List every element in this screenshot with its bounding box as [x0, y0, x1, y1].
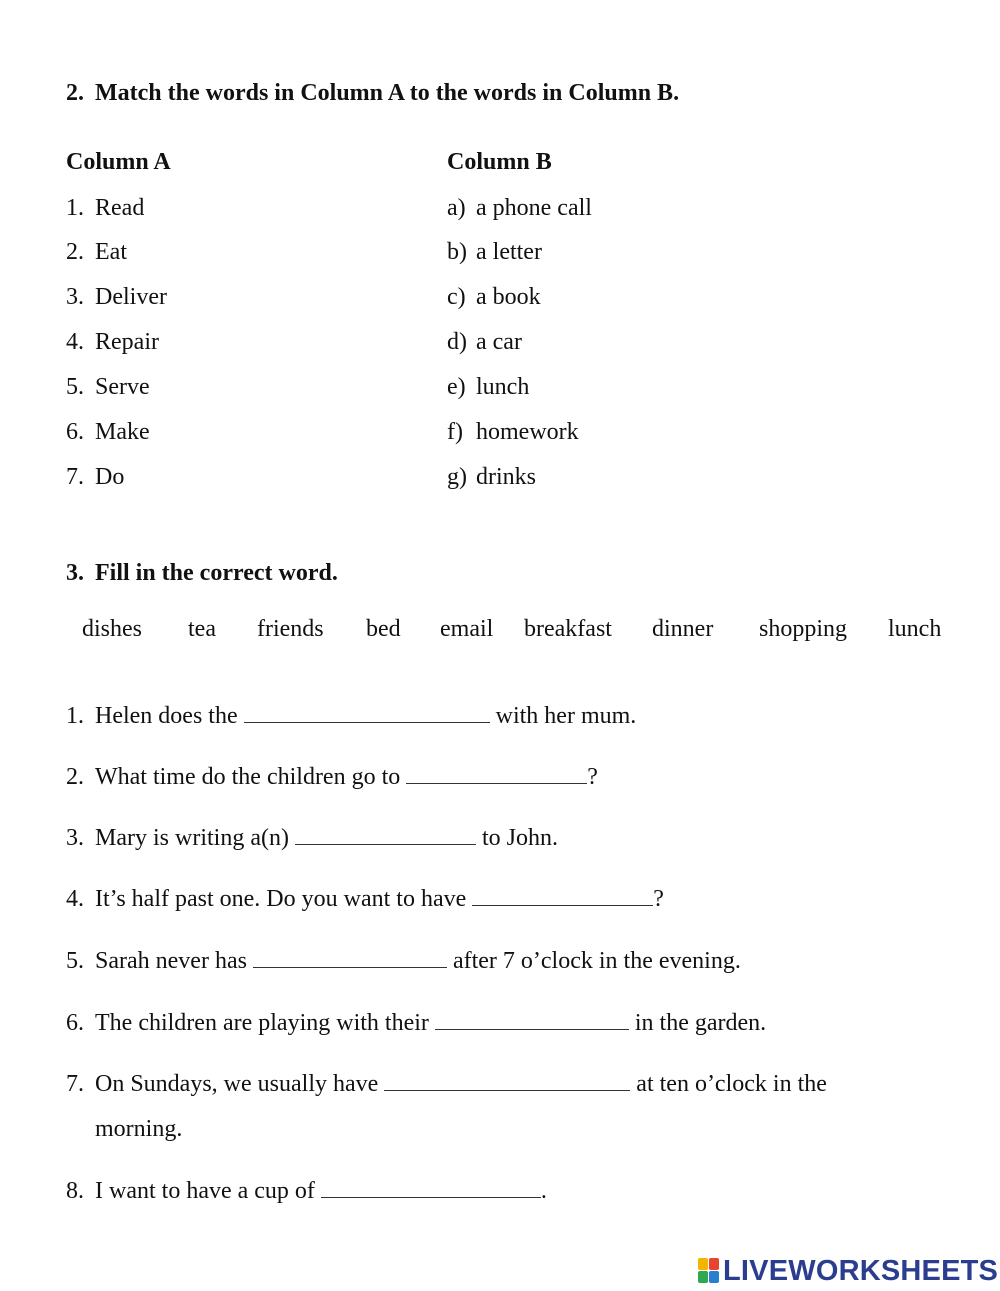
question-item [66, 824, 558, 852]
column-a-item [66, 419, 150, 446]
section-number: 2. [66, 80, 84, 106]
column-b-item [447, 239, 542, 266]
column-a-item [66, 239, 127, 266]
question-text-after: ? [653, 886, 664, 912]
item-number: 7. [66, 464, 84, 490]
item-text: Make [95, 419, 150, 445]
section-instruction: Fill in the correct word. [95, 560, 338, 586]
question-item [66, 1177, 547, 1205]
column-a-item [66, 284, 167, 311]
item-letter: e) [447, 374, 466, 400]
question-text-after: in the garden. [634, 1010, 767, 1036]
item-text: a letter [476, 239, 542, 265]
liveworksheets-logo [698, 1253, 998, 1289]
item-number: 1. [66, 195, 84, 221]
item-number: 3. [66, 284, 84, 310]
question-text-before: Sarah never has [95, 948, 247, 974]
column-a-header: Column A [66, 149, 171, 175]
answer-blank[interactable] [406, 763, 587, 784]
item-text: Read [95, 195, 145, 221]
item-text: Eat [95, 239, 127, 265]
question-text-after: ? [587, 764, 598, 790]
column-b-item [447, 419, 579, 446]
item-letter: a) [447, 195, 466, 221]
word-bank-item: friends [257, 616, 324, 642]
question-continuation: morning. [95, 1116, 183, 1142]
item-letter: f) [447, 419, 463, 445]
answer-blank[interactable] [253, 947, 447, 968]
question-text-after: with her mum. [495, 703, 637, 729]
answer-blank[interactable] [472, 885, 653, 906]
question-text-before: On Sundays, we usually have [95, 1071, 379, 1097]
question-number: 8. [66, 1178, 84, 1204]
question-number: 2. [66, 764, 84, 790]
item-text: Do [95, 464, 125, 490]
item-letter: d) [447, 329, 467, 355]
word-bank-item: tea [188, 616, 216, 642]
word-bank-item: dinner [652, 616, 714, 642]
question-number: 7. [66, 1071, 84, 1097]
column-b-item [447, 464, 536, 491]
item-text: Deliver [95, 284, 167, 310]
item-text: a phone call [476, 195, 592, 221]
item-text: lunch [476, 374, 530, 400]
item-number: 6. [66, 419, 84, 445]
column-b-header: Column B [447, 149, 552, 175]
question-item [66, 1009, 766, 1037]
section-2-heading [66, 80, 679, 107]
question-text-before: Mary is writing a(n) [95, 825, 289, 851]
column-a-item [66, 195, 144, 222]
column-b-item [447, 195, 592, 222]
question-text-before: The children are playing with their [95, 1010, 429, 1036]
question-number: 1. [66, 703, 84, 729]
section-3-heading [66, 560, 338, 587]
word-bank-item: shopping [759, 616, 848, 642]
question-text-before: It’s half past one. Do you want to have [95, 886, 467, 912]
answer-blank[interactable] [384, 1070, 630, 1091]
question-item [66, 763, 598, 791]
word-bank-item: dishes [82, 616, 142, 642]
answer-blank[interactable] [321, 1177, 541, 1198]
item-text: Repair [95, 329, 159, 355]
item-letter: c) [447, 284, 466, 310]
column-b-item [447, 329, 522, 356]
word-bank-item: breakfast [524, 616, 612, 642]
column-b-item [447, 374, 529, 401]
question-number: 3. [66, 825, 84, 851]
column-b-item [447, 284, 541, 311]
column-a-item [66, 374, 150, 401]
item-text: drinks [476, 464, 536, 490]
logo-text: LIVEWORKSHEETS [723, 1254, 999, 1287]
question-item [66, 1070, 827, 1098]
question-text-before: Helen does the [95, 703, 238, 729]
item-letter: g) [447, 464, 467, 490]
question-text-after: to John. [481, 825, 558, 851]
question-number: 4. [66, 886, 84, 912]
item-letter: b) [447, 239, 467, 265]
item-number: 4. [66, 329, 84, 355]
word-bank-item: lunch [888, 616, 942, 642]
item-text: Serve [95, 374, 150, 400]
logo-blocks-icon [698, 1258, 720, 1284]
word-bank-item: bed [366, 616, 401, 642]
question-item [66, 702, 636, 730]
question-number: 5. [66, 948, 84, 974]
answer-blank[interactable] [435, 1009, 629, 1030]
question-text-before: What time do the children go to [95, 764, 401, 790]
question-item [66, 947, 741, 975]
item-text: a car [476, 329, 522, 355]
word-bank-item: email [440, 616, 494, 642]
question-text-after: . [540, 1178, 547, 1204]
section-number: 3. [66, 560, 84, 586]
column-a-item [66, 464, 124, 491]
question-text-after: after 7 o’clock in the evening. [452, 948, 741, 974]
item-number: 2. [66, 239, 84, 265]
item-text: a book [476, 284, 541, 310]
item-text: homework [476, 419, 579, 445]
question-text-after: at ten o’clock in the [636, 1071, 827, 1097]
answer-blank[interactable] [244, 702, 490, 723]
question-text-before: I want to have a cup of [95, 1178, 315, 1204]
item-number: 5. [66, 374, 84, 400]
column-a-item [66, 329, 159, 356]
answer-blank[interactable] [295, 824, 476, 845]
question-item [66, 885, 664, 913]
section-instruction: Match the words in Column A to the words in Column B. [95, 80, 680, 106]
question-number: 6. [66, 1010, 84, 1036]
